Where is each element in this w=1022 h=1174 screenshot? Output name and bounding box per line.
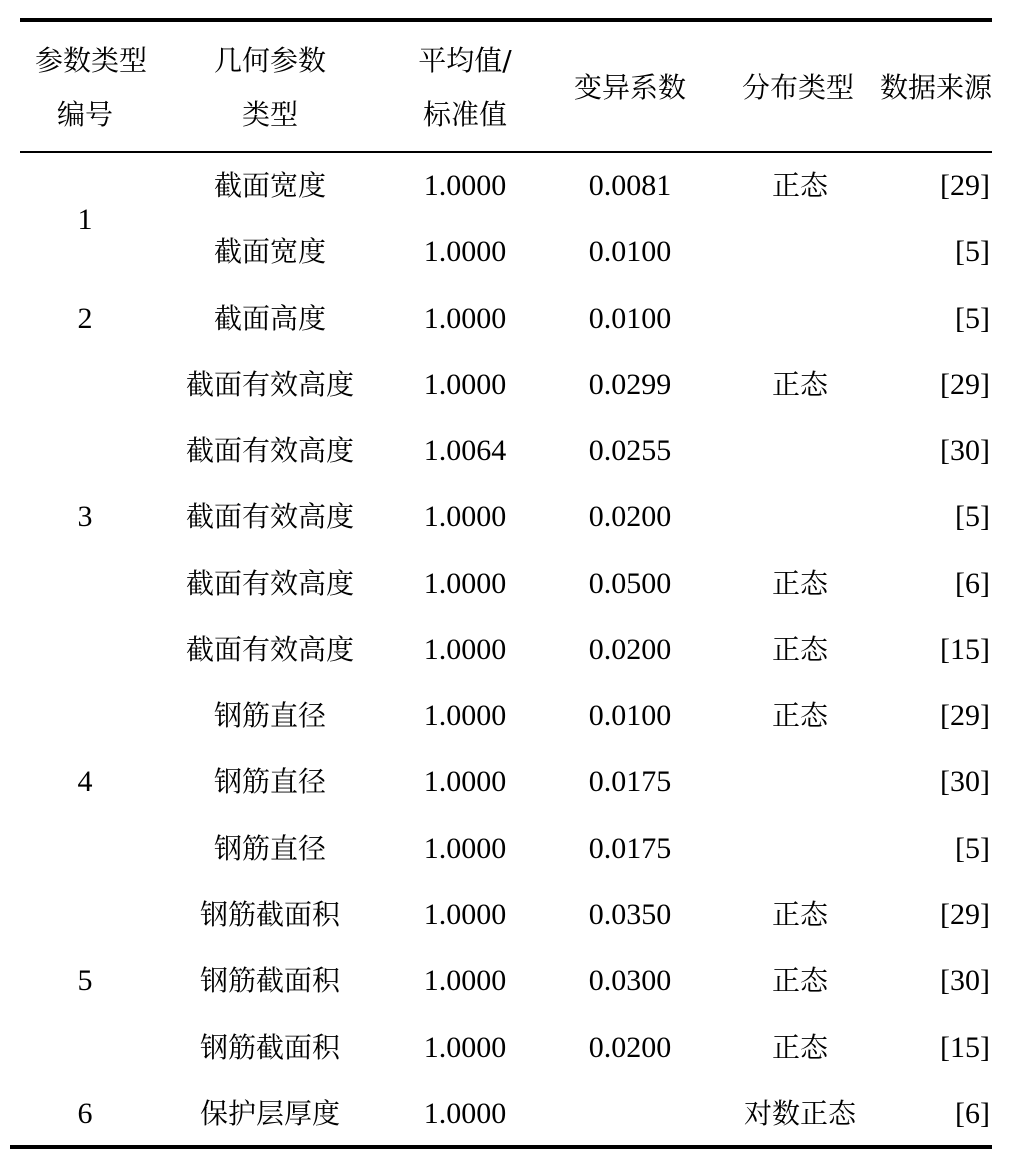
mean-value: 1.0000 xyxy=(423,1031,507,1064)
mean-value: 1.0000 xyxy=(423,699,507,732)
param-name: 钢筋直径 xyxy=(213,832,326,865)
mean-value: 1.0000 xyxy=(423,765,507,798)
source-ref: [5] xyxy=(955,832,990,865)
cv-value: 0.0200 xyxy=(588,1031,672,1064)
param-name: 钢筋截面积 xyxy=(199,1031,340,1064)
group-id: 5 xyxy=(77,964,93,997)
source-ref: [29] xyxy=(940,898,990,931)
source-ref: [6] xyxy=(955,567,990,600)
param-name: 截面宽度 xyxy=(213,235,326,268)
group-id: 3 xyxy=(77,500,93,533)
source-ref: [5] xyxy=(955,235,990,268)
header-id: 参数类型 编号 xyxy=(35,44,148,131)
source-ref: [29] xyxy=(940,368,990,401)
mean-value: 1.0000 xyxy=(423,567,507,600)
mean-value: 1.0000 xyxy=(423,633,507,666)
header-src: 数据来源 xyxy=(879,71,992,104)
distribution: 正态 xyxy=(771,699,828,732)
param-name: 保护层厚度 xyxy=(199,1097,340,1130)
source-ref: [29] xyxy=(940,169,990,202)
top-rule xyxy=(20,18,992,22)
cv-value: 0.0200 xyxy=(588,500,672,533)
param-name: 截面高度 xyxy=(213,302,326,335)
param-name: 截面有效高度 xyxy=(185,434,354,467)
mean-value: 1.0000 xyxy=(423,1097,507,1130)
param-name: 钢筋直径 xyxy=(213,699,326,732)
cv-value: 0.0100 xyxy=(588,235,672,268)
mean-value: 1.0000 xyxy=(423,368,507,401)
mean-value: 1.0000 xyxy=(423,302,507,335)
distribution: 正态 xyxy=(771,169,828,202)
source-ref: [29] xyxy=(940,699,990,732)
mean-value: 1.0000 xyxy=(423,898,507,931)
source-ref: [30] xyxy=(940,964,990,997)
cv-value: 0.0175 xyxy=(588,832,672,865)
source-ref: [30] xyxy=(940,765,990,798)
distribution: 正态 xyxy=(771,964,828,997)
cv-value: 0.0350 xyxy=(588,898,672,931)
header-cv: 变异系数 xyxy=(573,71,686,104)
param-name: 钢筋截面积 xyxy=(199,964,340,997)
source-ref: [15] xyxy=(940,1031,990,1064)
cv-value: 0.0100 xyxy=(588,302,672,335)
source-ref: [15] xyxy=(940,633,990,666)
cv-value: 0.0299 xyxy=(588,368,672,401)
header-name: 几何参数 类型 xyxy=(213,44,326,131)
param-name: 钢筋截面积 xyxy=(199,898,340,931)
distribution: 对数正态 xyxy=(743,1097,856,1130)
cv-value: 0.0081 xyxy=(588,169,672,202)
param-name: 截面宽度 xyxy=(213,169,326,202)
distribution: 正态 xyxy=(771,1031,828,1064)
mean-value: 1.0000 xyxy=(423,235,507,268)
param-name: 截面有效高度 xyxy=(185,567,354,600)
source-ref: [5] xyxy=(955,302,990,335)
header-mean: 平均值/ 标准值 xyxy=(418,44,512,131)
cv-value: 0.0300 xyxy=(588,964,672,997)
cv-value: 0.0255 xyxy=(588,434,672,467)
group-id: 1 xyxy=(77,203,93,236)
param-name: 钢筋直径 xyxy=(213,765,326,798)
source-ref: [6] xyxy=(955,1097,990,1130)
mean-value: 1.0000 xyxy=(423,832,507,865)
distribution: 正态 xyxy=(771,567,828,600)
param-name: 截面有效高度 xyxy=(185,500,354,533)
header-rule xyxy=(20,151,992,153)
cv-value: 0.0175 xyxy=(588,765,672,798)
distribution: 正态 xyxy=(771,898,828,931)
mean-value: 1.0000 xyxy=(423,964,507,997)
distribution: 正态 xyxy=(771,633,828,666)
distribution: 正态 xyxy=(771,368,828,401)
group-id: 4 xyxy=(77,765,93,798)
bottom-rule xyxy=(10,1145,992,1149)
cv-value: 0.0200 xyxy=(588,633,672,666)
param-name: 截面有效高度 xyxy=(185,633,354,666)
header-dist: 分布类型 xyxy=(741,71,854,104)
cv-value: 0.0500 xyxy=(588,567,672,600)
group-id: 2 xyxy=(77,302,93,335)
source-ref: [30] xyxy=(940,434,990,467)
param-name: 截面有效高度 xyxy=(185,368,354,401)
mean-value: 1.0000 xyxy=(423,169,507,202)
cv-value: 0.0100 xyxy=(588,699,672,732)
source-ref: [5] xyxy=(955,500,990,533)
group-id: 6 xyxy=(77,1097,93,1130)
mean-value: 1.0000 xyxy=(423,500,507,533)
mean-value: 1.0064 xyxy=(423,434,507,467)
